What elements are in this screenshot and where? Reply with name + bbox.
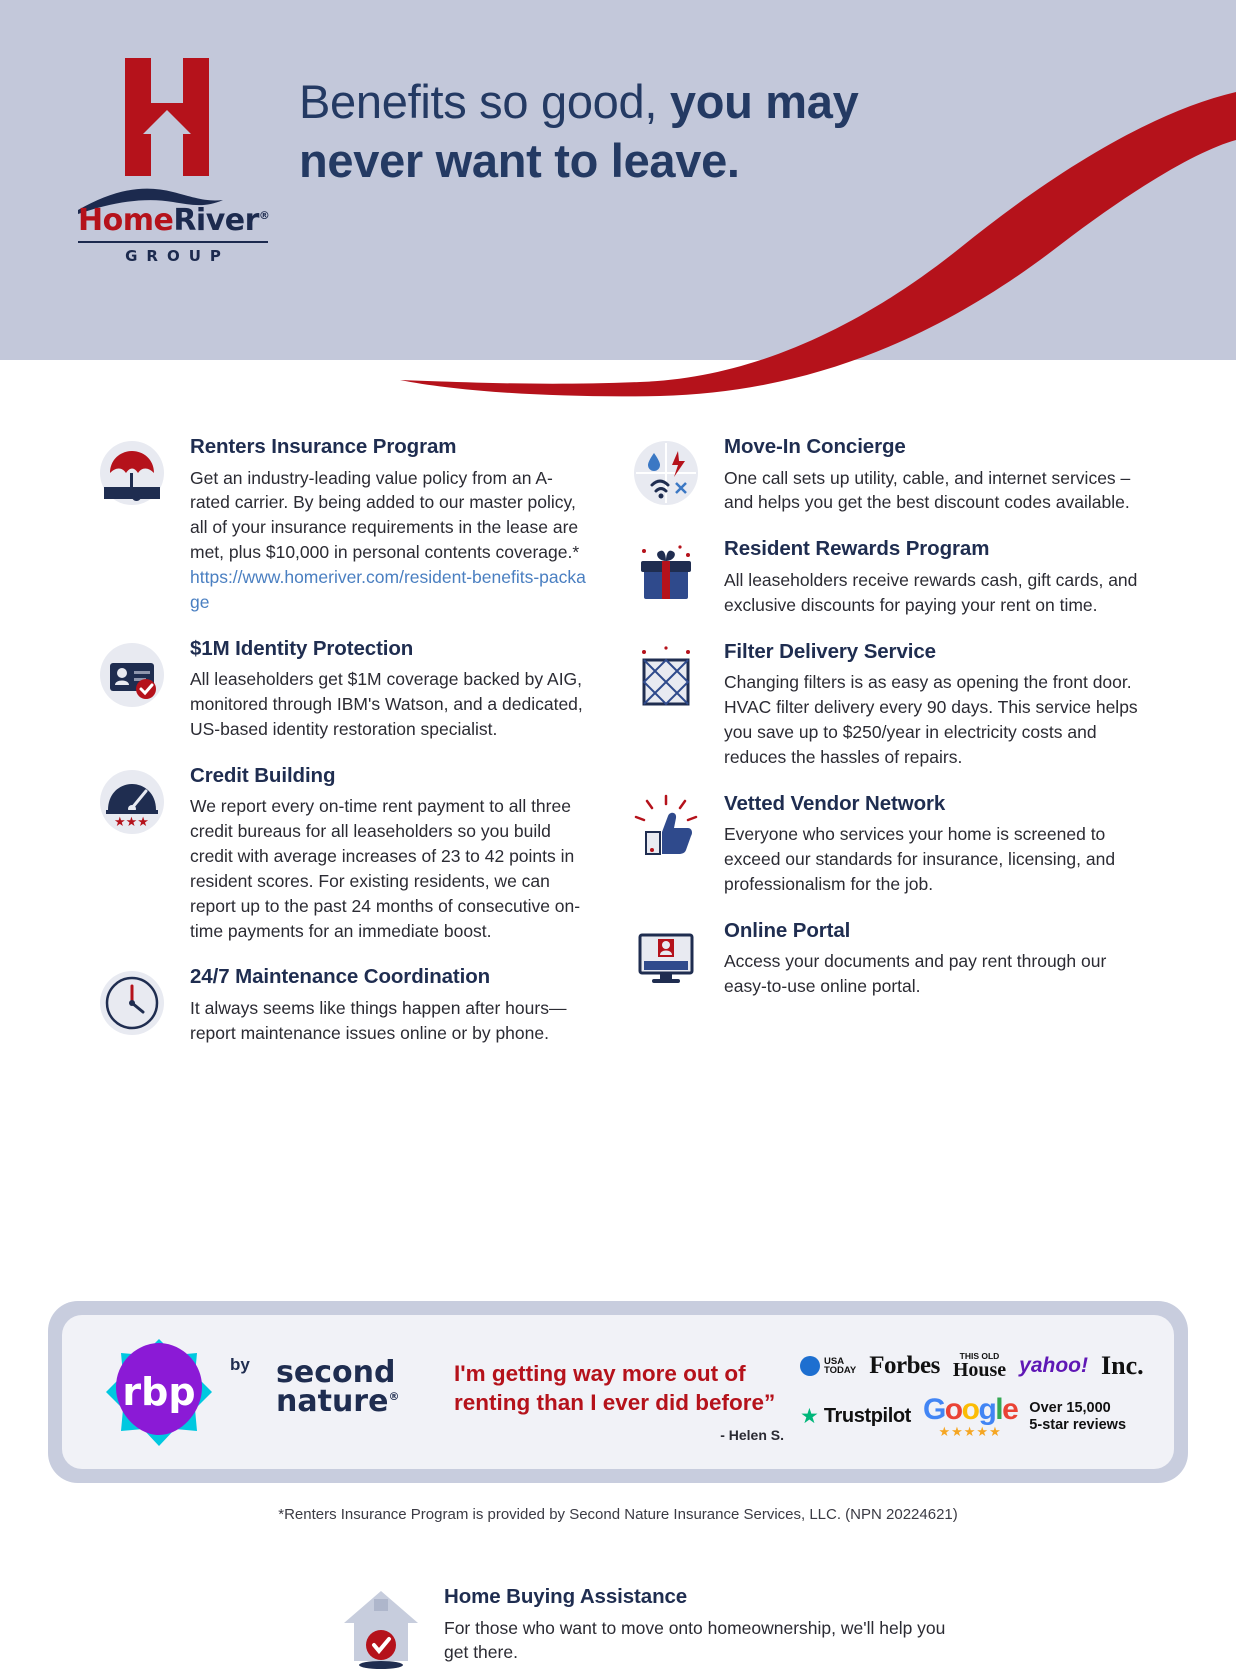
logo-word-group: GROUP bbox=[78, 241, 268, 265]
benefit-body: All leaseholders receive rewards cash, gift cards, and exclusive discounts for paying your rent on time. bbox=[724, 569, 1138, 615]
reviews-line1: Over 15,000 bbox=[1029, 1399, 1111, 1416]
this-old-house-logo bbox=[953, 1352, 1006, 1381]
footer-banner bbox=[48, 1301, 1188, 1483]
credit-gauge-icon bbox=[96, 766, 168, 838]
logo-word-main bbox=[78, 203, 270, 238]
inc-logo: Inc. bbox=[1101, 1351, 1144, 1380]
benefit-title: Resident Rewards Program bbox=[724, 537, 990, 561]
benefit-identity-protection bbox=[88, 637, 588, 742]
benefit-body: Everyone who services your home is screened to exceed our standards for insurance, licensing, and professionalism for the job. bbox=[724, 824, 1116, 894]
benefit-vetted-vendor-network bbox=[622, 792, 1142, 897]
benefit-title: Home Buying Assistance bbox=[444, 1585, 688, 1608]
benefit-credit-building bbox=[88, 764, 588, 944]
benefit-title: 24/7 Maintenance Coordination bbox=[190, 965, 491, 989]
house-check-icon bbox=[340, 1585, 422, 1673]
svg-text:★★★: ★★★ bbox=[114, 813, 149, 829]
logo-h-house-icon bbox=[121, 58, 213, 183]
second-nature-reg: ® bbox=[388, 1389, 400, 1403]
logo-word-river: River bbox=[173, 203, 259, 238]
trustpilot-name: Trustpilot bbox=[823, 1405, 911, 1427]
benefit-body: Changing filters is as easy as opening the front door. HVAC filter delivery every 90 days. This service helps you save up to $250/year in electricity costs and reduces the hassles of repairs. bbox=[724, 672, 1138, 767]
logo-registered-mark: ® bbox=[258, 209, 270, 222]
headline-part-bold-2: never want to leave. bbox=[299, 134, 740, 188]
clock-icon bbox=[96, 967, 168, 1039]
rbp-logo-text: rbp bbox=[122, 1370, 196, 1414]
benefits-column-left bbox=[88, 435, 588, 1068]
press-row-1 bbox=[800, 1351, 1144, 1381]
second-nature-brand bbox=[230, 1355, 430, 1419]
page-title bbox=[299, 72, 999, 190]
second-nature-line1: second bbox=[276, 1355, 396, 1390]
benefit-body: All leaseholders get $1M coverage backed by AIG, monitored through IBM's Watson, and a dedicated, US-based identity restoration specialist. bbox=[190, 669, 583, 739]
reviews-line2: 5-star reviews bbox=[1029, 1416, 1127, 1433]
gift-icon bbox=[630, 539, 702, 611]
headline-part-normal: Benefits so good, bbox=[299, 75, 670, 128]
rbp-logo bbox=[102, 1335, 217, 1450]
header bbox=[0, 0, 1236, 395]
benefit-body: For those who want to move onto homeownership, we'll help you get there. bbox=[444, 1617, 946, 1663]
benefit-title: Credit Building bbox=[190, 763, 336, 787]
usa-today-logo bbox=[800, 1356, 856, 1376]
this-old-house-big: House bbox=[952, 1359, 1007, 1382]
rbp-by-label: by bbox=[230, 1355, 250, 1374]
benefit-filter-delivery bbox=[622, 640, 1142, 770]
logo-word-home: Home bbox=[78, 203, 174, 238]
benefit-title: Filter Delivery Service bbox=[724, 639, 936, 663]
thumbs-up-icon bbox=[630, 794, 702, 866]
google-stars: ★★★★★ bbox=[938, 1424, 1002, 1439]
homeriver-logo bbox=[78, 58, 278, 273]
second-nature-line2: nature bbox=[276, 1383, 389, 1419]
resident-benefits-link[interactable]: https://www.homeriver.com/resident-benefits-package bbox=[190, 566, 586, 612]
forbes-logo: Forbes bbox=[869, 1352, 940, 1379]
trustpilot-logo bbox=[800, 1405, 911, 1428]
disclaimer-text: *Renters Insurance Program is provided by Second Nature Insurance Services, LLC. (NPN 20224621) bbox=[278, 1506, 958, 1523]
monitor-portal-icon bbox=[630, 921, 702, 993]
benefit-body: We report every on-time rent payment to all three credit bureaus for all leaseholders so you build credit with average increases of 23 to 42 points in resident scores. For existing residents, we can report up to the past 24 months of consecutive on-time payments for an immediate boost. bbox=[190, 796, 581, 941]
reviews-count bbox=[1029, 1400, 1126, 1433]
google-reviews-logo bbox=[923, 1395, 1017, 1438]
benefit-title: Renters Insurance Program bbox=[190, 435, 457, 458]
benefit-body: It always seems like things happen after hours—report maintenance issues online or by phone. bbox=[190, 998, 567, 1043]
air-filter-icon bbox=[630, 642, 702, 714]
this-old-house-small: THIS OLD bbox=[959, 1350, 1000, 1361]
usa-today-line2: TODAY bbox=[824, 1365, 857, 1376]
benefit-title: Online Portal bbox=[724, 918, 851, 942]
usa-today-text bbox=[824, 1357, 856, 1376]
utilities-icon bbox=[630, 437, 702, 509]
benefit-body: One call sets up utility, cable, and internet services – and helps you get the best discount codes available. bbox=[724, 467, 1131, 513]
benefit-body: Get an industry-leading value policy from an A-rated carrier. By being added to our master policy, all of your insurance requirements in the lease are met, plus $10,000 in personal contents coverage.* bbox=[190, 467, 580, 563]
benefit-renters-insurance bbox=[88, 435, 588, 615]
press-logos bbox=[800, 1351, 1160, 1461]
benefit-move-in-concierge bbox=[622, 435, 1142, 515]
benefit-home-buying-assistance bbox=[340, 1585, 960, 1665]
google-wordmark: Google bbox=[922, 1393, 1018, 1426]
press-row-2 bbox=[800, 1395, 1126, 1438]
benefit-body: Access your documents and pay rent through our easy-to-use online portal. bbox=[724, 951, 1107, 997]
headline-part-bold-1: you may bbox=[669, 75, 859, 128]
logo-wordmark bbox=[78, 203, 270, 265]
usa-today-dot-icon bbox=[800, 1356, 820, 1376]
benefits-column-right bbox=[622, 435, 1142, 1021]
usa-today-line1: USA bbox=[824, 1355, 845, 1367]
benefit-maintenance-coordination bbox=[88, 965, 588, 1045]
benefit-title: Move-In Concierge bbox=[724, 435, 906, 458]
testimonial-author: - Helen S. bbox=[720, 1427, 784, 1443]
benefit-title: Vetted Vendor Network bbox=[724, 791, 946, 815]
benefit-resident-rewards bbox=[622, 537, 1142, 617]
benefit-title: $1M Identity Protection bbox=[190, 636, 414, 660]
testimonial-quote: I'm getting way more out of renting than I ever did before” bbox=[454, 1361, 776, 1416]
footer-inner bbox=[62, 1315, 1174, 1469]
benefit-online-portal bbox=[622, 919, 1142, 999]
umbrella-icon bbox=[96, 437, 168, 509]
trustpilot-star-icon: ★ bbox=[800, 1405, 819, 1428]
yahoo-logo: yahoo! bbox=[1019, 1354, 1089, 1377]
id-badge-shield-icon bbox=[96, 639, 168, 711]
